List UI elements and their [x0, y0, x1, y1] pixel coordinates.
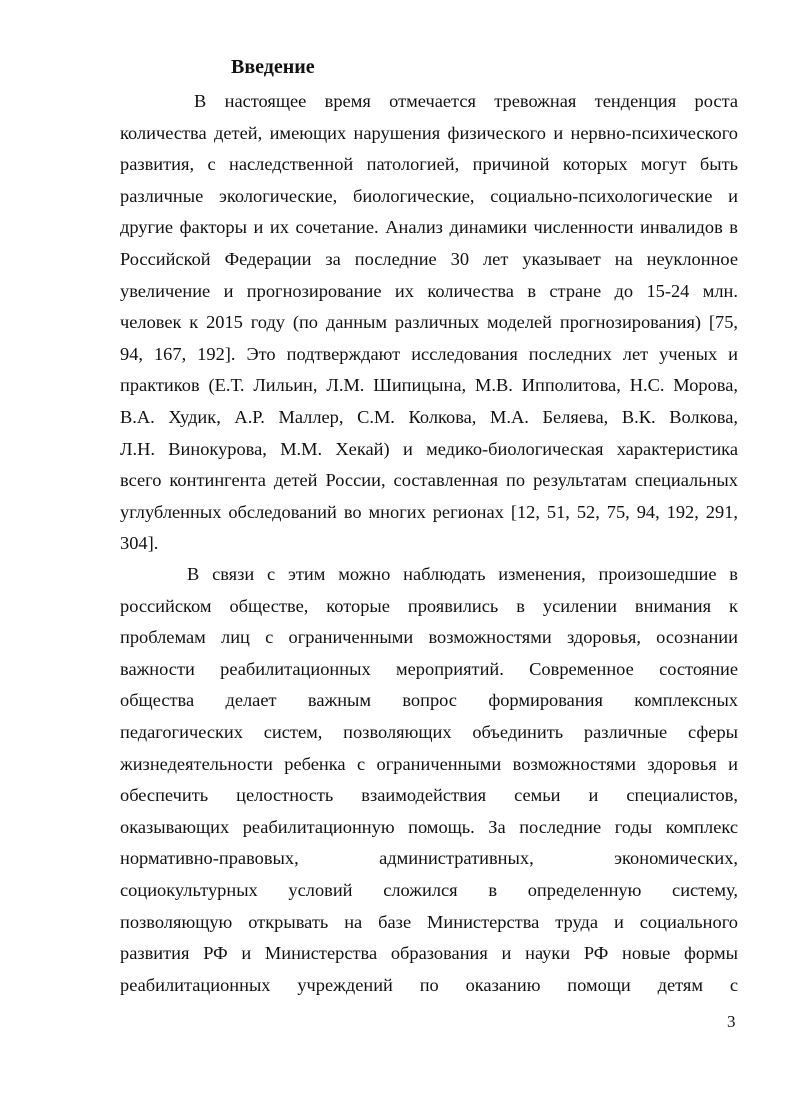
- text-line: В.А. Худик, А.Р. Маллер, С.М. Колкова, М.А. Беляева, В.К. Волкова,: [120, 406, 738, 427]
- text-line: всего контингента детей России, составленная по результатам специальных: [120, 470, 738, 491]
- text-line: человек к 2015 году (по данным различных моделей прогнозирования) [75,: [120, 312, 738, 333]
- text-line: различные экологические, биологические, социально-психологические и: [120, 185, 738, 206]
- page-title: Введение: [231, 56, 315, 78]
- text-line: нормативно-правовых, административных, экономических,: [120, 848, 738, 869]
- text-line: проблемам лиц с ограниченными возможностями здоровья, осознании: [120, 627, 738, 648]
- page-number: 3: [727, 1012, 736, 1031]
- text-line: важности реабилитационных мероприятий. Современное состояние: [120, 658, 738, 679]
- text-line: жизнедеятельности ребенка с ограниченными возможностями здоровья и: [120, 753, 738, 774]
- text-line: педагогических систем, позволяющих объединить различные сферы: [120, 721, 738, 742]
- text-line: 94, 167, 192]. Это подтверждают исследования последних лет ученых и: [120, 343, 738, 364]
- text-line: Российской Федерации за последние 30 лет указывает на неуклонное: [120, 248, 738, 269]
- text-line: оказывающих реабилитационную помощь. За последние годы комплекс: [120, 816, 738, 837]
- text-line: другие факторы и их сочетание. Анализ динамики численности инвалидов в: [120, 217, 738, 238]
- text-line: развития, с наследственной патологией, причиной которых могут быть: [120, 154, 738, 175]
- text-line: обеспечить целостность взаимодействия семьи и специалистов,: [120, 785, 738, 806]
- text-line: общества делает важным вопрос формирования комплексных: [120, 690, 738, 711]
- text-line: В связи с этим можно наблюдать изменения, произошедшие в: [187, 564, 738, 584]
- text-line: увеличение и прогнозирование их количества в стране до 15-24 млн.: [120, 280, 738, 301]
- text-line: практиков (Е.Т. Лильин, Л.М. Шипицына, М.В. Ипполитова, Н.С. Морова,: [120, 375, 738, 396]
- text-line: развития РФ и Министерства образования и науки РФ новые формы: [120, 943, 738, 964]
- text-line: количества детей, имеющих нарушения физического и нервно-психического: [120, 122, 738, 143]
- paragraph-2: [120, 559, 738, 1001]
- text-line: позволяющую открывать на базе Министерства труда и социального: [120, 911, 738, 932]
- text-line: В настоящее время отмечается тревожная тенденция роста: [194, 91, 738, 111]
- text-line: социокультурных условий сложился в определенную систему,: [120, 879, 738, 900]
- text-line: углубленных обследований во многих регионах [12, 51, 52, 75, 94, 192, 291,: [120, 501, 738, 522]
- paragraph-1: [120, 86, 738, 560]
- text-line: Л.Н. Винокурова, М.М. Хекай) и медико-биологическая характеристика: [120, 438, 738, 459]
- text-line: реабилитационных учреждений по оказанию помощи детям с: [120, 974, 738, 995]
- text-line: российском обществе, которые проявились в усилении внимания к: [120, 595, 738, 616]
- text-line: 304].: [120, 533, 159, 554]
